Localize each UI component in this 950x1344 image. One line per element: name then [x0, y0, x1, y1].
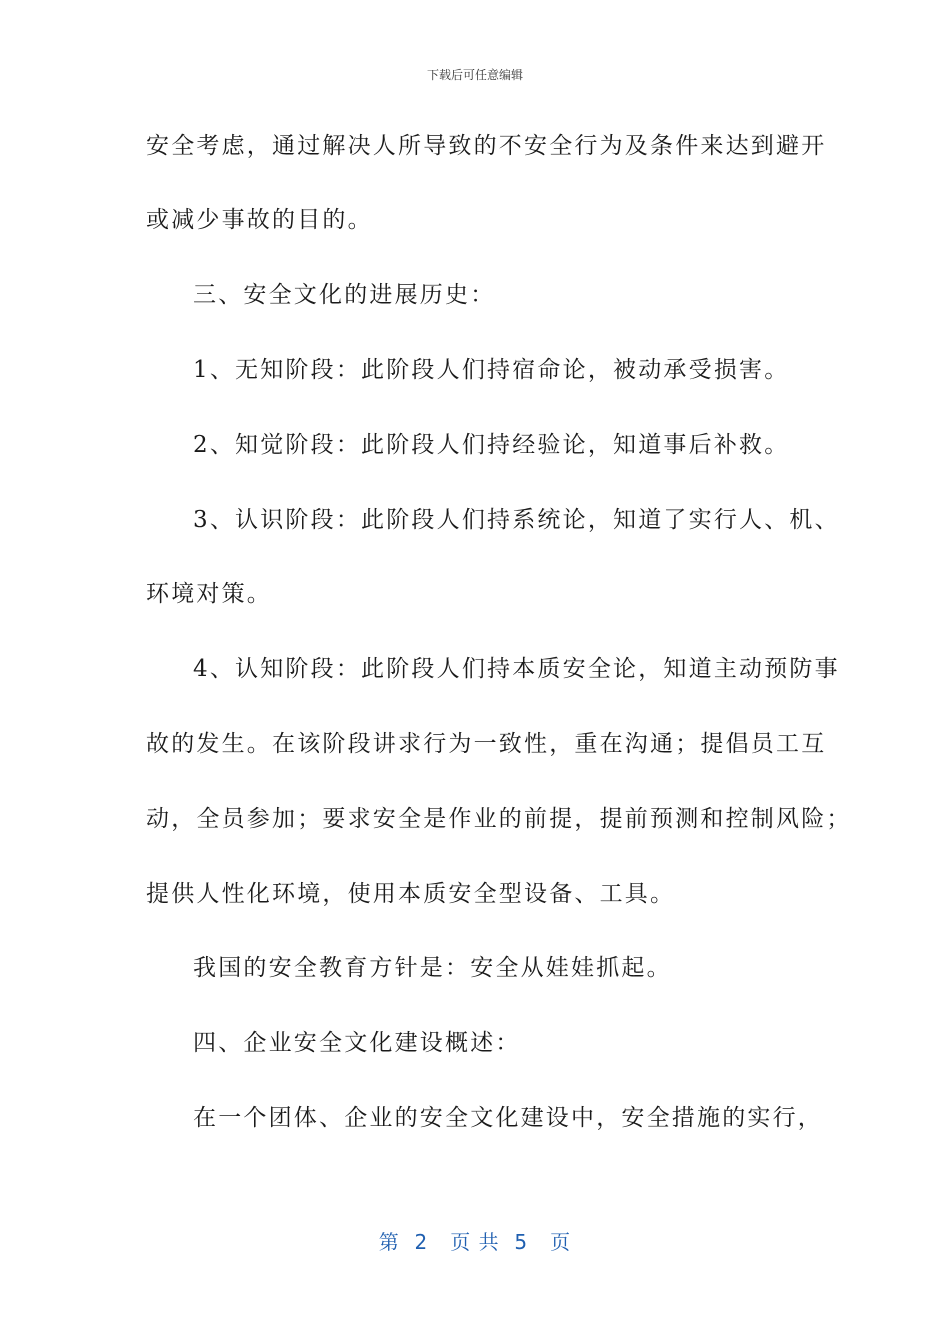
body-line: 在一个团体、企业的安全文化建设中，安全措施的实行，	[193, 1105, 823, 1131]
body-line: 2、知觉阶段：此阶段人们持经验论，知道事后补救。	[193, 432, 790, 458]
body-line: 4、认知阶段：此阶段人们持本质安全论，知道主动预防事	[193, 656, 840, 682]
section-heading: 三、安全文化的进展历史：	[193, 282, 496, 308]
section-heading: 四、企业安全文化建设概述：	[193, 1030, 521, 1056]
body-line: 1、无知阶段：此阶段人们持宿命论，被动承受损害。	[193, 357, 790, 383]
body-line: 动，全员参加；要求安全是作业的前提，提前预测和控制风险；	[146, 806, 852, 832]
body-line: 环境对策。	[146, 581, 272, 607]
body-line: 或减少事故的目的。	[146, 207, 373, 233]
body-line: 我国的安全教育方针是：安全从娃娃抓起。	[193, 955, 672, 981]
body-line: 3、认识阶段：此阶段人们持系统论，知道了实行人、机、	[193, 507, 840, 533]
page-number: 第 2 页 共 5 页	[378, 1230, 572, 1254]
body-line: 故的发生。在该阶段讲求行为一致性，重在沟通；提倡员工互	[146, 731, 827, 757]
body-line: 提供人性化环境，使用本质安全型设备、工具。	[146, 881, 676, 907]
header-note: 下载后可任意编辑	[426, 68, 523, 82]
body-line: 安全考虑，通过解决人所导致的不安全行为及条件来达到避开	[146, 133, 827, 159]
